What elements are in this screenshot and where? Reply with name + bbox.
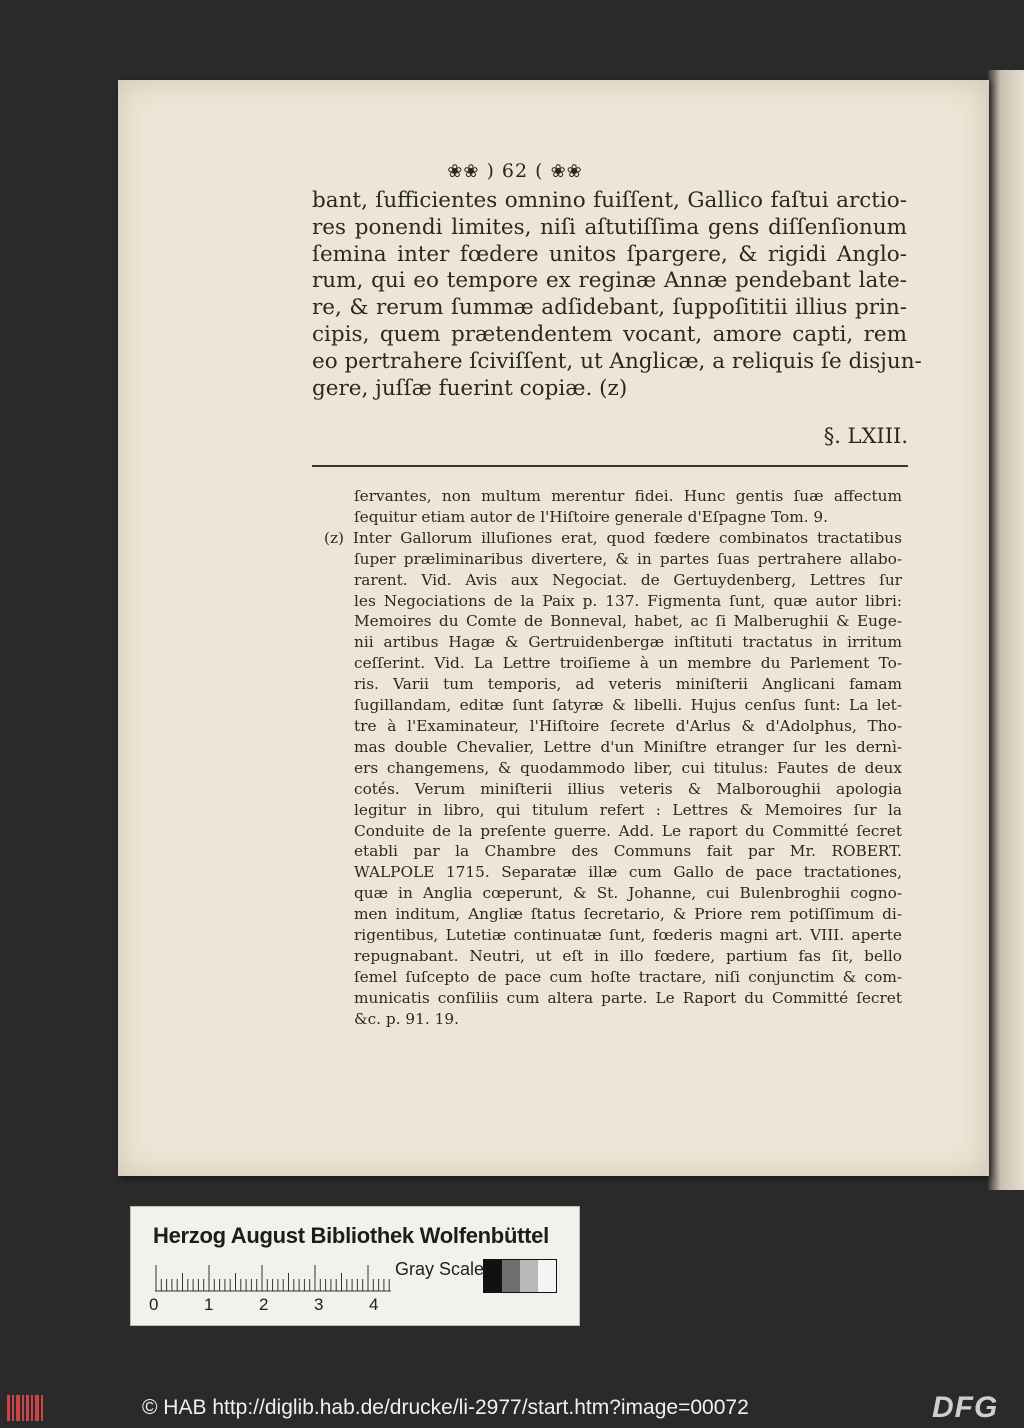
gray-swatch <box>538 1260 556 1292</box>
body-line: rum, qui eo tempore ex reginæ Annæ pendebant late- <box>312 268 907 294</box>
footnote-line: quæ in Anglia cœperunt, & St. Johanne, cui Bulenbroghii cogno- <box>354 884 902 903</box>
footnote-line: tre à l'Examinateur, l'Hiſtoire ſecrete d'Arlus & d'Adolphus, Tho- <box>354 716 902 735</box>
ruler-number: 4 <box>369 1295 379 1314</box>
gray-swatch <box>520 1260 538 1292</box>
footnote-line: nii artibus Hagæ & Gertruidenbergæ inſtituti tractatus in irritum <box>354 633 902 652</box>
ruler-numbers <box>149 1295 409 1317</box>
footnote-line: &c. p. 91. 19. <box>354 1009 459 1028</box>
footnote-divider <box>312 465 908 467</box>
page-header <box>310 160 720 182</box>
footnote-line: mas double Chevalier, Lettre d'un Miniſtre etranger ſur les dernì- <box>354 737 902 756</box>
footnote-line: ſuper præliminaribus divertere, & in partes ſuas pertrahere allabo- <box>354 549 902 568</box>
adjacent-page-edge <box>988 70 1024 1190</box>
footnote-line: ers changemens, & quodammodo liber, cui titulus: Fautes de deux <box>354 758 902 777</box>
footnote-line: legitur in libro, qui titulum refert : Lettres & Memoires ſur la <box>354 800 902 819</box>
footnote-line: Conduite de la preſente guerre. Add. Le raport du Committé ſecret <box>354 821 902 840</box>
library-name: Herzog August Bibliothek Wolfenbüttel <box>153 1223 549 1248</box>
gray-scale-label: Gray Scale <box>395 1259 485 1279</box>
section-heading: §. LXIII. <box>823 424 908 448</box>
gray-swatch <box>502 1260 520 1292</box>
footnote-line: rigentibus, Lutetiæ continuatæ ſunt, fœderis magni art. VIII. aperte <box>354 926 902 945</box>
ruler-scale <box>155 1263 391 1293</box>
body-line: ſemina inter fœdere unitos ſpargere, & rigidi Anglo- <box>312 241 907 267</box>
footnote-line: ſemel ſuſcepto de pace cum hoſte tractare, niſi conjunctim & com- <box>354 967 902 986</box>
ruler-number: 0 <box>149 1295 159 1314</box>
footnote-line: ſequitur etiam autor de l'Hiſtoire generale d'Eſpagne Tom. 9. <box>354 507 829 526</box>
body-line: cipis, quem prætendentem vocant, amore capti, rem <box>312 321 907 347</box>
footnote-line: Memoires du Comte de Bonneval, habet, ac ſi Malberughii & Euge- <box>354 612 902 631</box>
footnote-line: ris. Varii tum temporis, ad veteris miniſterii Anglicani famam <box>354 675 902 694</box>
ruler-number: 3 <box>314 1295 324 1314</box>
footnote-line: ſervantes, non multum merentur fidei. Hunc gentis ſuæ affectum <box>354 487 902 505</box>
footnote-line: municatis conſiliis cum altera parte. Le Raport du Committé ſecret <box>354 988 902 1007</box>
gray-scale-swatches <box>483 1259 557 1293</box>
footnote-line: (z) Inter Gallorum illuſiones erat, quod fœdere combinatos tractatibus <box>324 528 902 547</box>
ruler-number: 2 <box>259 1295 269 1314</box>
right-ornament-icon: ❀❀ <box>550 161 583 182</box>
footnote-line: les Negociations de la Paix p. 137. Figmenta ſunt, quæ autor libri: <box>354 591 902 610</box>
body-line: gere, juſſæ fuerint copiæ. (z) <box>312 375 628 401</box>
footnotes-block <box>324 486 902 1030</box>
footnote-line: etabli par la Chambre des Communs fait par Mr. ROBERT. <box>354 842 902 861</box>
library-label-card <box>130 1206 580 1326</box>
footnote-line: ſugillandam, editæ ſunt ſatyræ & libelli. Hujus cenſus ſunt: La let- <box>354 696 902 715</box>
footnote-line: cotés. Verum miniſterii illius veteris & Malboroughii apologia <box>354 779 902 798</box>
footnote-line: men inditum, Angliæ ſtatus ſecretario, & Priore rem potiſſimum di- <box>354 905 902 924</box>
body-line: res ponendi limites, niſi aſtutiſſima gens diſſenſionum <box>312 214 907 240</box>
main-text-block <box>312 188 922 402</box>
footnote-line: WALPOLE 1715. Separatæ illæ cum Gallo de pace tractationes, <box>354 863 902 882</box>
barcode-icon <box>6 1393 44 1423</box>
ruler-number: 1 <box>204 1295 214 1314</box>
footnote-line: repugnabant. Neutri, ut eſt in illo fœdere, partium fas ſit, bello <box>354 946 902 965</box>
dfg-logo: DFG <box>932 1391 999 1424</box>
footnote-line: rarent. Vid. Avis aux Negociat. de Gertuydenberg, Lettres ſur <box>354 570 902 589</box>
footnote-line: ceſſerint. Vid. La Lettre troiſieme à un membre du Parlement To- <box>354 654 902 673</box>
body-line: bant, ſufficientes omnino fuiſſent, Gallico faſtui arctio- <box>312 188 907 213</box>
body-line: eo pertrahere ſciviſſent, ut Anglicæ, a reliquis ſe disjun- <box>312 348 922 374</box>
page-number: ) 62 ( <box>486 160 544 182</box>
body-line: re, & rerum ſummæ adſidebant, ſuppoſititii illius prin- <box>312 295 907 321</box>
footer-credit-link[interactable]: © HAB http://diglib.hab.de/drucke/li-2977/start.htm?image=00072 <box>142 1396 749 1419</box>
gray-swatch <box>484 1260 502 1292</box>
left-ornament-icon: ❀❀ <box>447 161 480 182</box>
